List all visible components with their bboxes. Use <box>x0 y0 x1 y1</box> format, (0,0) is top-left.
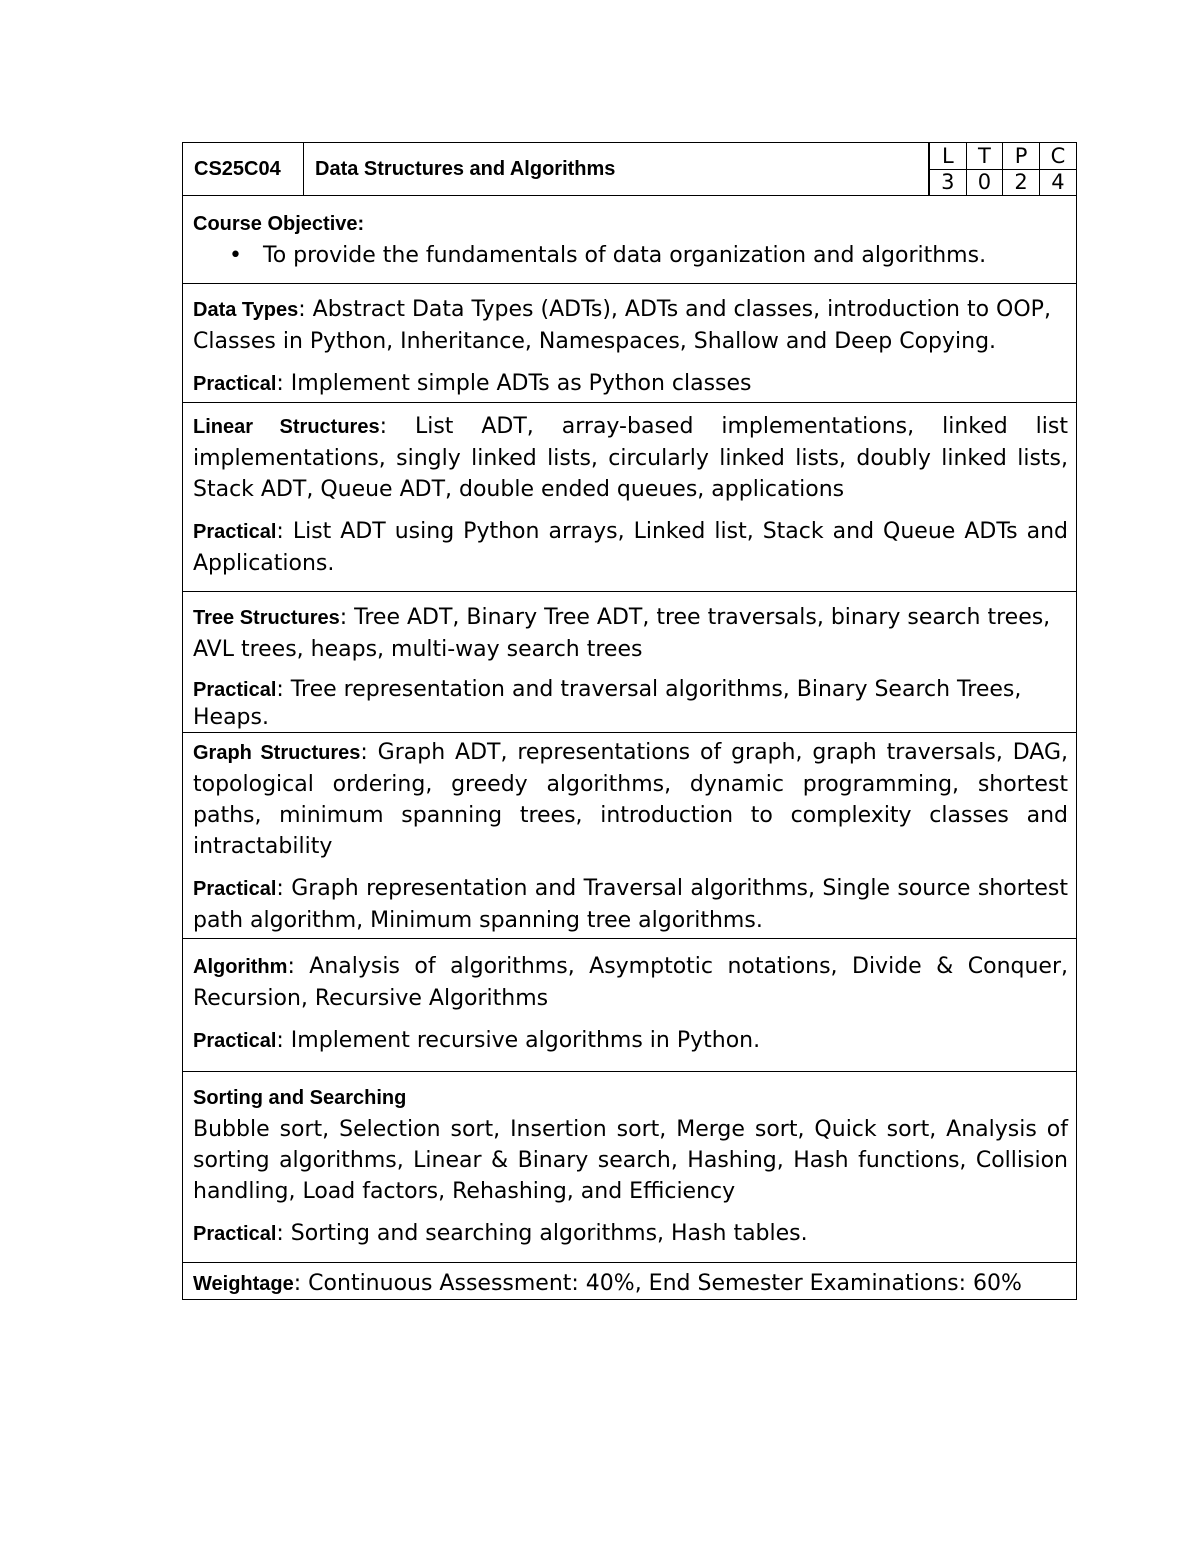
practical-label: Practical <box>193 679 277 701</box>
unit-body: Bubble sort, Selection sort, Insertion sort, Merge sort, Quick sort, Analysis of sorting algorithms, Linear & Binary search, Hashing, Hash functions, Collision handling, Load factors, Rehashing, and Efficiency <box>193 1117 1068 1204</box>
unit-row <box>183 939 1077 1072</box>
practical-text: Tree representation and traversal algorithms, Binary Search Trees, Heaps. <box>193 677 1022 730</box>
unit-linear-structures <box>183 403 1077 592</box>
unit-data-types <box>183 284 1077 403</box>
practical-sep: : <box>276 371 284 396</box>
objective-section <box>183 196 1077 284</box>
practical-sep: : <box>276 876 284 901</box>
practical-label: Practical <box>193 1223 277 1245</box>
unit-sep: : <box>298 297 306 322</box>
objective-text: To provide the fundamentals of data organization and algorithms. <box>263 243 987 268</box>
course-code: CS25C04 <box>183 143 304 196</box>
practical-text: Graph representation and Traversal algorithms, Single source shortest path algorithm, Minimum spanning tree algorithms. <box>193 876 1068 933</box>
unit-sep: : <box>360 740 368 765</box>
course-header-row <box>183 143 1077 196</box>
objective-item <box>229 240 1068 271</box>
course-title: Data Structures and Algorithms <box>304 143 929 196</box>
unit-body: Graph ADT, representations of graph, graph traversals, DAG, topological ordering, greedy algorithms, dynamic programming, shortest paths, minimum spanning trees, introduction to complexity classes and intractability <box>193 740 1069 859</box>
ltpc-value-t: 0 <box>966 169 1003 195</box>
unit-heading: Tree Structures <box>193 607 340 629</box>
ltpc-header-t: T <box>966 143 1003 169</box>
unit-row <box>183 592 1077 733</box>
practical-label: Practical <box>193 521 277 543</box>
practical-sep: : <box>276 677 284 702</box>
unit-heading: Data Types <box>193 299 299 321</box>
practical-text: Sorting and searching algorithms, Hash tables. <box>283 1221 808 1246</box>
unit-row <box>183 284 1077 403</box>
objective-label: Course Objective: <box>193 213 365 235</box>
ltpc-header-row <box>930 143 1077 169</box>
practical-text: Implement recursive algorithms in Python. <box>283 1028 761 1053</box>
unit-sep: : <box>287 954 295 979</box>
unit-body: Abstract Data Types (ADTs), ADTs and classes, introduction to OOP, Classes in Python, Inheritance, Namespaces, Shallow and Deep Copying. <box>193 297 1051 354</box>
unit-body: List ADT, array-based implementations, linked list implementations, singly linked lists, circularly linked lists, doubly linked lists, Stack ADT, Queue ADT, double ended queues, applications <box>193 414 1068 502</box>
objective-list <box>193 240 1068 271</box>
practical-text: Implement simple ADTs as Python classes <box>283 371 752 396</box>
unit-heading: Linear Structures <box>193 416 380 438</box>
unit-heading: Algorithm <box>193 956 288 978</box>
unit-row <box>183 403 1077 592</box>
ltpc-header-c: C <box>1039 143 1076 169</box>
unit-tree-structures <box>183 592 1077 733</box>
objective-row <box>183 196 1077 284</box>
weightage-text: Continuous Assessment: 40%, End Semester Examinations: 60% <box>301 1271 1022 1296</box>
unit-sorting-searching <box>183 1072 1077 1263</box>
unit-row <box>183 733 1077 939</box>
ltpc-table <box>929 143 1076 195</box>
weightage-section <box>183 1263 1077 1300</box>
bullet-icon: • <box>229 243 242 268</box>
ltpc-value-row <box>930 169 1077 195</box>
syllabus-table <box>182 142 1077 1300</box>
unit-sep: : <box>339 605 348 630</box>
unit-heading: Sorting and Searching <box>193 1087 407 1109</box>
unit-sep: : <box>379 414 387 439</box>
weightage-sep: : <box>293 1271 302 1296</box>
unit-body: Tree ADT, Binary Tree ADT, tree traversals, binary search trees, AVL trees, heaps, multi-way search trees <box>193 605 1051 662</box>
weightage-label: Weightage <box>193 1273 294 1295</box>
ltpc-credits <box>929 143 1077 196</box>
practical-sep: : <box>276 1221 284 1246</box>
practical-text: List ADT using Python arrays, Linked list, Stack and Queue ADTs and Applications. <box>193 519 1068 576</box>
unit-row <box>183 1072 1077 1263</box>
unit-heading: Graph Structures <box>193 742 361 764</box>
practical-label: Practical <box>193 878 277 900</box>
practical-sep: : <box>276 519 284 544</box>
ltpc-header-l: L <box>930 143 967 169</box>
ltpc-value-c: 4 <box>1039 169 1076 195</box>
ltpc-header-p: P <box>1003 143 1040 169</box>
unit-body: Analysis of algorithms, Asymptotic notations, Divide & Conquer, Recursion, Recursive Algorithms <box>193 954 1068 1011</box>
unit-graph-structures <box>183 733 1077 939</box>
ltpc-value-p: 2 <box>1003 169 1040 195</box>
practical-sep: : <box>276 1028 284 1053</box>
syllabus-page <box>182 142 1076 1300</box>
practical-label: Practical <box>193 373 277 395</box>
unit-algorithm <box>183 939 1077 1072</box>
weightage-row <box>183 1263 1077 1300</box>
ltpc-value-l: 3 <box>930 169 967 195</box>
practical-label: Practical <box>193 1030 277 1052</box>
